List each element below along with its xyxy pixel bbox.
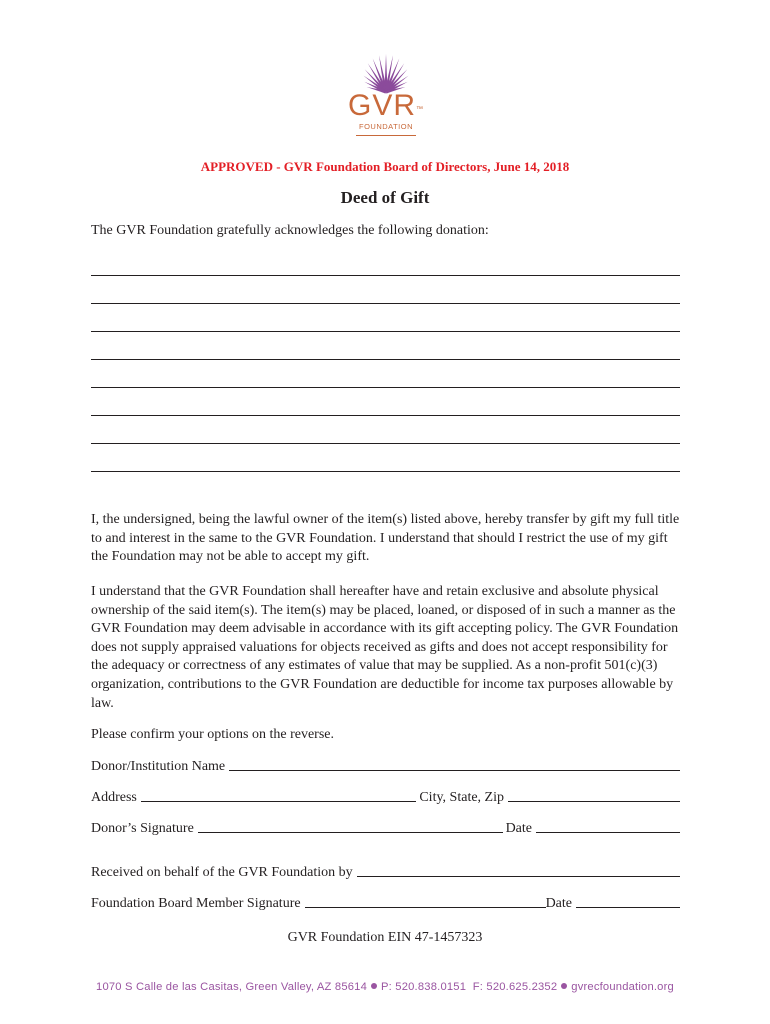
date2-input[interactable] [576,907,680,908]
logo-trademark: ™ [416,106,424,113]
footer-fax: F: 520.625.2352 [472,981,558,993]
footer-address: 1070 S Calle de las Casitas, Green Valley, AZ 85614 [96,981,368,993]
reverse-note: Please confirm your options on the reverse. [91,727,334,742]
donation-line[interactable] [91,331,680,332]
donation-line[interactable] [91,387,680,388]
received-by-label: Received on behalf of the GVR Foundation by [91,865,353,880]
donor-signature-label: Donor’s Signature [91,821,194,836]
city-state-zip-label: City, State, Zip [419,790,504,805]
city-state-zip-input[interactable] [508,801,680,802]
approval-notice: APPROVED - GVR Foundation Board of Directors, June 14, 2018 [200,159,570,174]
board-signature-row [91,892,680,912]
logo-gvr: GVR [347,89,416,122]
address-label: Address [91,790,137,805]
footer-phone: P: 520.838.0151 [381,981,467,993]
bullet-icon [371,983,377,989]
date2-label: Date [545,896,572,911]
donation-line[interactable] [91,471,680,472]
received-by-input[interactable] [357,876,680,877]
donation-line[interactable] [91,359,680,360]
donation-line[interactable] [91,443,680,444]
donation-line[interactable] [91,303,680,304]
donor-signature-row [91,817,680,837]
date-label: Date [505,821,532,836]
donor-name-label: Donor/Institution Name [91,759,226,774]
address-row [91,786,680,806]
document-title: Deed of Gift [340,188,430,207]
address-input[interactable] [141,801,416,802]
board-signature-input[interactable] [305,907,546,908]
transfer-paragraph: I, the undersigned, being the lawful owner of the item(s) listed above, hereby transfer by gift my full title to and interest in the same to the GVR Foundation. I understand that should I restrict the use of my gift the Foundation may not be able to accept my gift. [91,512,680,565]
board-signature-label: Foundation Board Member Signature [91,896,301,911]
intro-text: The GVR Foundation gratefully acknowledges the following donation: [91,223,489,238]
donor-signature-input[interactable] [198,832,503,833]
bullet-icon [561,983,567,989]
logo-underline [356,135,416,136]
donation-line[interactable] [91,275,680,276]
received-by-row [91,861,680,881]
date-input[interactable] [536,832,680,833]
ownership-paragraph: I understand that the GVR Foundation shall hereafter have and retain exclusive and absolute physical ownership of the said item(s). The item(s) may be placed, loaned, or disposed of in such a manner as the GVR Foundation may deem advisable in accordance with its gift accepting policy. The GVR Foundation does not supply appraised valuations for objects received as gifts and does not accept responsibility for the adequacy or correctness of any estimates of value that may be supplied. As a non-profit 501(c)(3) organization, contributions to the GVR Foundation are deductible for income tax purposes allowable by law. [91,584,679,711]
logo-foundation: FOUNDATION [358,122,414,131]
donor-name-input[interactable] [229,770,680,771]
footer [0,981,770,993]
donation-line[interactable] [91,415,680,416]
footer-website[interactable]: gvrecfoundation.org [571,981,674,993]
donor-name-row [91,755,680,775]
ein-text: GVR Foundation EIN 47-1457323 [287,930,483,945]
gvr-foundation-logo [336,90,436,136]
